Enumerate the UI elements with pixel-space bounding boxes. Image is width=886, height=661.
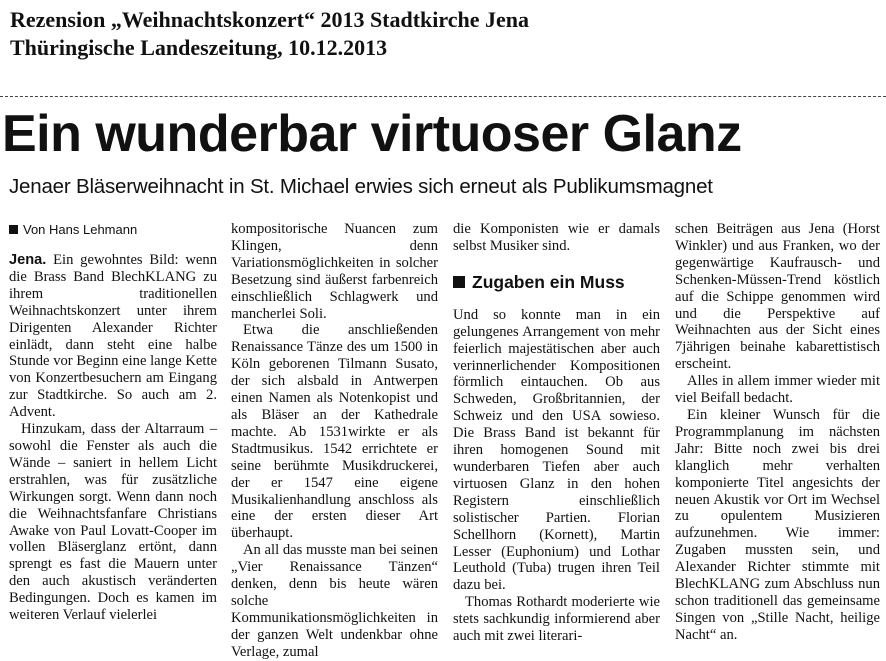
divider: [0, 96, 886, 97]
paragraph: Alles in allem immer wieder mit viel Beifall bedacht.: [675, 373, 880, 407]
paragraph: Thomas Rothardt moderierte wie stets sachkundig informierend aber auch mit zwei literari-: [453, 594, 660, 645]
headline: Ein wunderbar virtuoser Glanz: [2, 105, 742, 163]
paragraph: Etwa die anschließenden Renaissance Tänze des um 1500 in Köln geborenen Tilmann Susato, der sich alsbald in Antwerpen einen Namen als Notenkopist und als Bläser an der Kathedrale machte. Ab 1531wirkte er als Stadtmusikus. 1542 errichtete er seine berühmte Musikdruckerei, der er 1547 eine eigene Musikalienhandlung anschloss als eine der ersten dieser Art überhaupt.: [231, 322, 438, 542]
paragraph: Hinzukam, dass der Altarraum – sowohl die Fenster als auch die Wände – saniert in hellem Licht erstrahlen, was für zusätzliche Wirkungen sorgt. Wenn dann noch die Weihnachtsfanfare Christians Awake von Paul Lovatt-Cooper im vollen Bläserglanz ertönt, dann sprengt es fast die Mauern unter den auch akustisch veränderten Bedingungen. Doch es kamen im weiteren Verlauf vielerlei: [9, 421, 217, 624]
source-line: Thüringische Landeszeitung, 10.12.2013: [10, 35, 388, 60]
section-heading-text: Zugaben ein Muss: [472, 271, 625, 292]
column-3: [453, 221, 660, 645]
review-title: Rezension „Weihnachtskonzert“ 2013 Stadtkirche Jena: [10, 7, 530, 32]
square-bullet-icon: [453, 276, 465, 288]
section-heading: [453, 271, 660, 293]
paragraph: die Komponisten wie er damals selbst Musiker sind.: [453, 221, 660, 254]
clipping-header: [10, 6, 876, 62]
paragraph: schen Beiträgen aus Jena (Horst Winkler) und aus Franken, wo der gegenwärtige Kaufrausch- und Schenken-Müssen-Trend köstlich auf die Schippe genommen wird und die Perspektive auf Weihnachten aus der Sicht eines 7jährigen beinahe kabarettistisch erscheint.: [675, 221, 880, 373]
square-bullet-icon: [9, 225, 18, 234]
byline: [9, 221, 217, 238]
column-1: [9, 221, 217, 624]
column-2: [231, 221, 438, 661]
paragraph: [9, 252, 217, 421]
column-4: [675, 221, 880, 644]
paragraph: kompositorische Nuancen zum Klingen, denn Variationsmöglichkeiten in solcher Besetzung sind äußerst farbenreich einschließlich Schlagwerk und mancherlei Soli.: [231, 221, 438, 322]
paragraph-text: Ein gewohntes Bild: wenn die Brass Band BlechKLANG zu ihrem traditionellen Weihnachtskonzert unter ihrem Dirigenten Alexander Richter einlädt, dann steht eine halbe Stunde vor Beginn eine lange Kette von Konzertbesuchern am Eingang zur Stadtkirche. So auch am 2. Advent.: [9, 252, 217, 421]
author: Von Hans Lehmann: [23, 222, 138, 237]
dateline: Jena.: [9, 252, 47, 268]
paragraph: An all das musste man bei seinen „Vier Renaissance Tänzen“ denken, denn bis heute wären solche Kommunikationsmöglichkeiten in der ganzen Welt undenkbar ohne Verlage, zumal: [231, 542, 438, 660]
subheadline: Jenaer Bläserweihnacht in St. Michael erwies sich erneut als Publikumsmagnet: [9, 175, 713, 198]
paragraph: Ein kleiner Wunsch für die Programmplanung im nächsten Jahr: Bitte noch zwei bis drei klanglich mehr verhalten komponierte Titel angesichts der neuen Akustik vor Ort im Wechsel zu opulentem Musizieren aufzunehmen. Wie immer: Zugaben mussten sein, und Alexander Richter stimmte mit BlechKLANG zum Abschluss nun schon traditionell das gemeinsame Singen von „Stille Nacht, heilige Nacht“ an.: [675, 406, 880, 643]
paragraph: Und so konnte man in ein gelungenes Arrangement von mehr feierlich majestätischen aber auch verinnerlichender Kompositionen förmlich eintauchen. Ob aus Schweden, Großbritannien, der Schweiz und den USA sowieso. Die Brass Band ist bekannt für ihren homogenen Sound mit wunderbaren Tiefen aber auch virtuosen Glanz in den hohen Registern einschließlich solistischer Partien. Florian Schellhorn (Kornett), Martin Lesser (Euphonium) und Lothar Leuthold (Tuba) trugen ihren Teil dazu bei.: [453, 306, 660, 594]
